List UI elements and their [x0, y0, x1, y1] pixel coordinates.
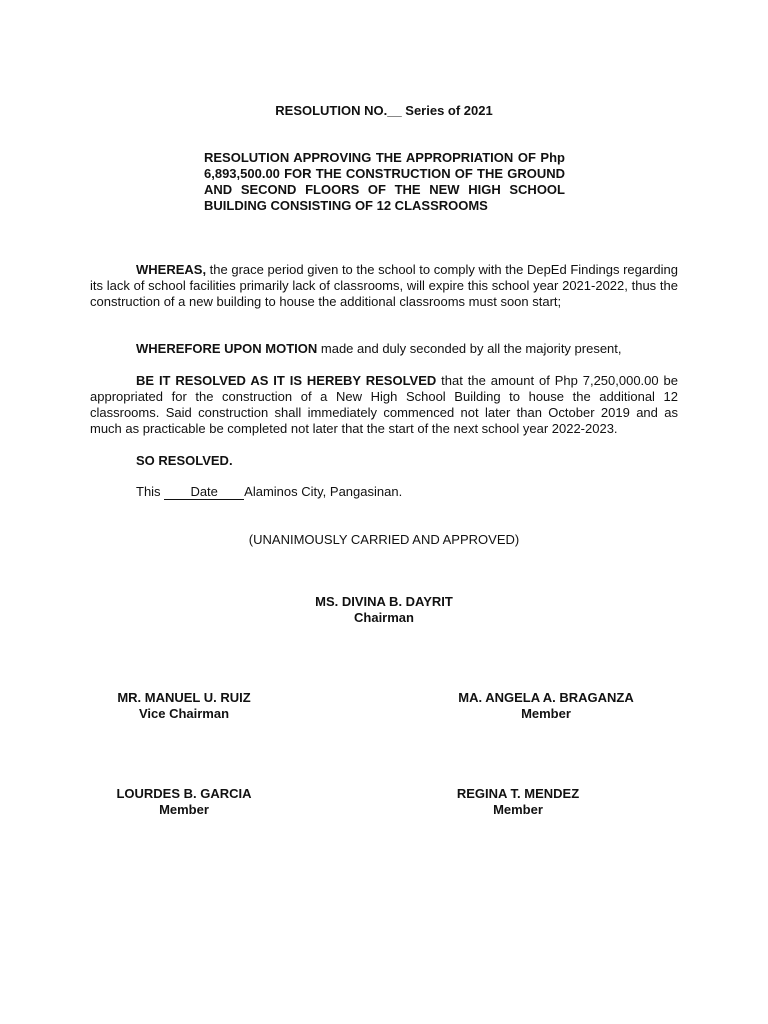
resolved-lead: BE IT RESOLVED AS IT IS HEREBY RESOLVED: [136, 373, 437, 388]
signatory-member-mendez: [418, 786, 618, 818]
signatory-chairman: [284, 594, 484, 626]
signatory-role: Member: [159, 802, 209, 817]
resolution-title: RESOLUTION APPROVING THE APPROPRIATION OF Php 6,893,500.00 FOR THE CONSTRUCTION OF THE GROUND AND SECOND FLOORS OF THE NEW HIGH SCHOOL BUILDING CONSISTING OF 12 CLASSROOMS: [204, 150, 565, 213]
signatory-name: MA. ANGELA A. BRAGANZA: [458, 690, 634, 705]
signatory-member-braganza: [446, 690, 646, 722]
resolution-number-header: RESOLUTION NO.__ Series of 2021: [275, 103, 493, 118]
signatory-role: Member: [493, 802, 543, 817]
signatory-role: Vice Chairman: [138, 706, 230, 721]
location-text: Alaminos City, Pangasinan.: [244, 484, 403, 499]
date-prefix: This: [136, 484, 165, 499]
signatory-name: REGINA T. MENDEZ: [456, 786, 580, 801]
signatory-name: MS. DIVINA B. DAYRIT: [315, 594, 453, 609]
signatory-role: Chairman: [354, 610, 414, 625]
signatory-name: LOURDES B. GARCIA: [116, 786, 252, 801]
signatory-name: MR. MANUEL U. RUIZ: [117, 690, 251, 705]
resolved-text: that the amount of Php 7,250,000.00 be appropriated for the construction of a New High School Building to house the additional 12 classrooms. Said construction shall immediately commenced not later than October 2019 and as much as practicable be completed not later that the start of the next school year 2022-2023.: [90, 373, 678, 436]
so-resolved-text: SO RESOLVED.: [136, 453, 233, 468]
date-blank-field: Date: [164, 485, 244, 500]
wherefore-text: made and duly seconded by all the majority present,: [317, 341, 622, 356]
signatory-role: Member: [521, 706, 571, 721]
wherefore-paragraph: [90, 341, 678, 357]
date-line: [136, 484, 402, 500]
whereas-text: the grace period given to the school to comply with the DepEd Findings regarding its lack of school facilities primarily lack of classrooms, will expire this school year 2021-2022, thus the construction of a new building to house the additional classrooms must soon start;: [90, 262, 678, 309]
resolved-paragraph: [90, 373, 678, 437]
wherefore-lead: WHEREFORE UPON MOTION: [136, 341, 318, 356]
signatory-member-garcia: [84, 786, 284, 818]
carried-approved-text: (UNANIMOUSLY CARRIED AND APPROVED): [248, 532, 520, 547]
signatory-vice-chairman: [84, 690, 284, 722]
whereas-lead: WHEREAS,: [136, 262, 207, 277]
whereas-paragraph: [90, 262, 678, 310]
